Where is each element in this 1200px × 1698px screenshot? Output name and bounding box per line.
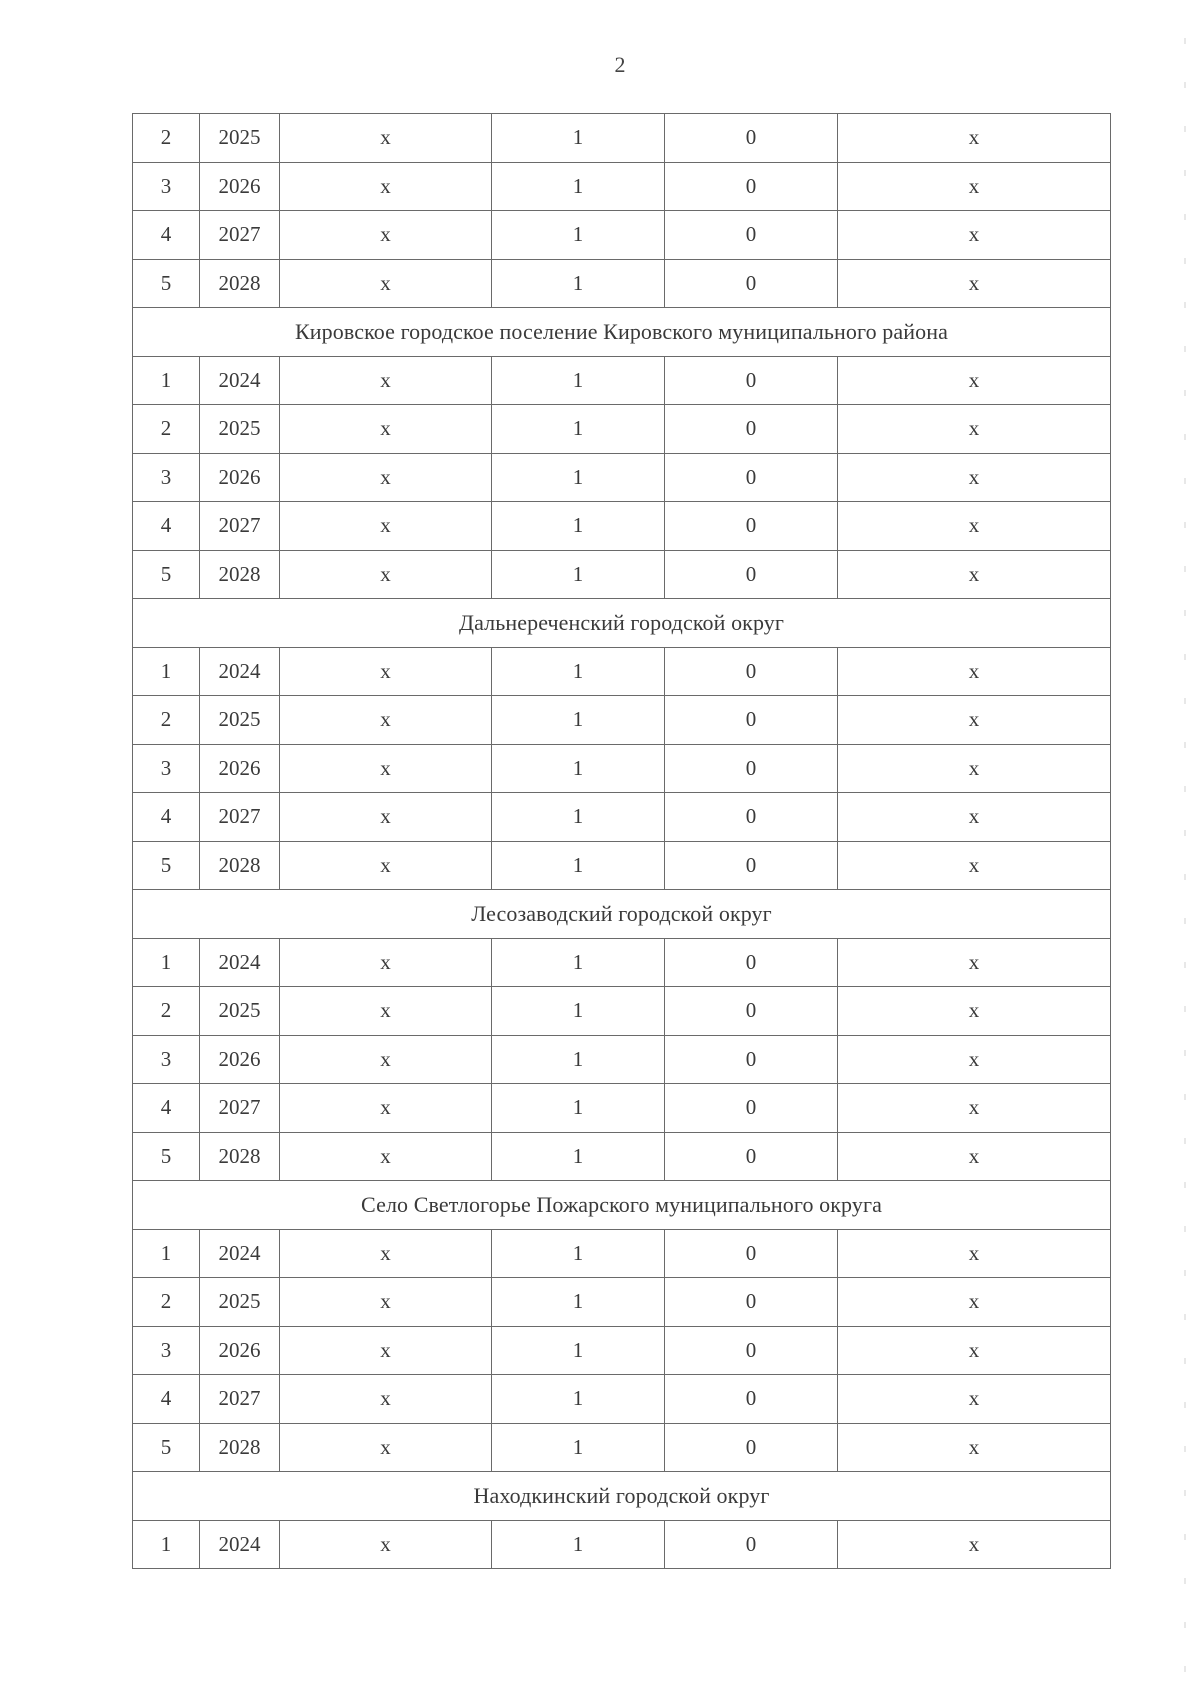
column-4-cell: 1 bbox=[492, 1326, 665, 1375]
year-cell: 2026 bbox=[200, 1326, 280, 1375]
year-cell: 2026 bbox=[200, 162, 280, 211]
column-4-cell: 1 bbox=[492, 502, 665, 551]
column-3-cell: x bbox=[280, 647, 492, 696]
year-cell: 2025 bbox=[200, 405, 280, 454]
year-cell: 2024 bbox=[200, 356, 280, 405]
column-4-cell: 1 bbox=[492, 453, 665, 502]
column-6-cell: x bbox=[838, 647, 1111, 696]
row-number-cell: 5 bbox=[133, 1423, 200, 1472]
column-5-cell: 0 bbox=[665, 1423, 838, 1472]
column-4-cell: 1 bbox=[492, 1035, 665, 1084]
year-cell: 2027 bbox=[200, 1084, 280, 1133]
column-5-cell: 0 bbox=[665, 114, 838, 163]
year-cell: 2024 bbox=[200, 1520, 280, 1569]
row-number-cell: 2 bbox=[133, 405, 200, 454]
table-row bbox=[133, 162, 1111, 211]
column-4-cell: 1 bbox=[492, 1084, 665, 1133]
column-6-cell: x bbox=[838, 453, 1111, 502]
column-3-cell: x bbox=[280, 696, 492, 745]
year-cell: 2028 bbox=[200, 550, 280, 599]
section-header-row bbox=[133, 308, 1111, 357]
column-6-cell: x bbox=[838, 1084, 1111, 1133]
table-row bbox=[133, 1084, 1111, 1133]
column-5-cell: 0 bbox=[665, 405, 838, 454]
column-4-cell: 1 bbox=[492, 114, 665, 163]
year-cell: 2026 bbox=[200, 453, 280, 502]
column-6-cell: x bbox=[838, 793, 1111, 842]
table-row bbox=[133, 793, 1111, 842]
row-number-cell: 3 bbox=[133, 162, 200, 211]
row-number-cell: 1 bbox=[133, 1520, 200, 1569]
year-cell: 2028 bbox=[200, 841, 280, 890]
table-row bbox=[133, 1423, 1111, 1472]
column-6-cell: x bbox=[838, 1229, 1111, 1278]
column-3-cell: x bbox=[280, 938, 492, 987]
column-6-cell: x bbox=[838, 938, 1111, 987]
year-cell: 2027 bbox=[200, 502, 280, 551]
column-4-cell: 1 bbox=[492, 793, 665, 842]
column-4-cell: 1 bbox=[492, 1375, 665, 1424]
year-cell: 2027 bbox=[200, 793, 280, 842]
row-number-cell: 3 bbox=[133, 1035, 200, 1084]
column-6-cell: x bbox=[838, 211, 1111, 260]
year-cell: 2025 bbox=[200, 1278, 280, 1327]
column-3-cell: x bbox=[280, 1229, 492, 1278]
column-5-cell: 0 bbox=[665, 502, 838, 551]
column-3-cell: x bbox=[280, 502, 492, 551]
column-4-cell: 1 bbox=[492, 696, 665, 745]
column-4-cell: 1 bbox=[492, 211, 665, 260]
column-5-cell: 0 bbox=[665, 1278, 838, 1327]
year-cell: 2028 bbox=[200, 259, 280, 308]
page-number: 2 bbox=[614, 52, 626, 77]
column-3-cell: x bbox=[280, 1084, 492, 1133]
table-row bbox=[133, 1035, 1111, 1084]
year-cell: 2025 bbox=[200, 696, 280, 745]
table-row bbox=[133, 550, 1111, 599]
column-5-cell: 0 bbox=[665, 1229, 838, 1278]
column-3-cell: x bbox=[280, 162, 492, 211]
column-5-cell: 0 bbox=[665, 793, 838, 842]
section-title: Село Светлогорье Пожарского муниципального округа bbox=[133, 1181, 1111, 1230]
column-3-cell: x bbox=[280, 356, 492, 405]
table-row bbox=[133, 1326, 1111, 1375]
year-cell: 2027 bbox=[200, 211, 280, 260]
column-5-cell: 0 bbox=[665, 356, 838, 405]
column-5-cell: 0 bbox=[665, 1375, 838, 1424]
table-row bbox=[133, 211, 1111, 260]
year-cell: 2028 bbox=[200, 1132, 280, 1181]
column-3-cell: x bbox=[280, 114, 492, 163]
row-number-cell: 3 bbox=[133, 453, 200, 502]
row-number-cell: 1 bbox=[133, 938, 200, 987]
data-table bbox=[132, 113, 1111, 1569]
table-row bbox=[133, 405, 1111, 454]
scan-edge-marks bbox=[1184, 0, 1186, 1698]
year-cell: 2024 bbox=[200, 938, 280, 987]
table-row bbox=[133, 744, 1111, 793]
row-number-cell: 3 bbox=[133, 744, 200, 793]
column-6-cell: x bbox=[838, 114, 1111, 163]
column-4-cell: 1 bbox=[492, 647, 665, 696]
table-row bbox=[133, 502, 1111, 551]
row-number-cell: 2 bbox=[133, 696, 200, 745]
column-3-cell: x bbox=[280, 1278, 492, 1327]
row-number-cell: 2 bbox=[133, 114, 200, 163]
column-6-cell: x bbox=[838, 550, 1111, 599]
column-5-cell: 0 bbox=[665, 1132, 838, 1181]
table-row bbox=[133, 1229, 1111, 1278]
column-5-cell: 0 bbox=[665, 211, 838, 260]
column-6-cell: x bbox=[838, 987, 1111, 1036]
column-6-cell: x bbox=[838, 405, 1111, 454]
column-4-cell: 1 bbox=[492, 1132, 665, 1181]
year-cell: 2024 bbox=[200, 1229, 280, 1278]
section-title: Находкинский городской округ bbox=[133, 1472, 1111, 1521]
column-3-cell: x bbox=[280, 405, 492, 454]
table-row bbox=[133, 453, 1111, 502]
column-5-cell: 0 bbox=[665, 550, 838, 599]
column-4-cell: 1 bbox=[492, 987, 665, 1036]
section-header-row bbox=[133, 1181, 1111, 1230]
column-5-cell: 0 bbox=[665, 696, 838, 745]
row-number-cell: 1 bbox=[133, 1229, 200, 1278]
column-6-cell: x bbox=[838, 1423, 1111, 1472]
row-number-cell: 4 bbox=[133, 502, 200, 551]
column-5-cell: 0 bbox=[665, 987, 838, 1036]
section-title: Кировское городское поселение Кировского муниципального района bbox=[133, 308, 1111, 357]
table-row bbox=[133, 841, 1111, 890]
column-3-cell: x bbox=[280, 987, 492, 1036]
column-3-cell: x bbox=[280, 1375, 492, 1424]
column-3-cell: x bbox=[280, 793, 492, 842]
column-5-cell: 0 bbox=[665, 453, 838, 502]
table-row bbox=[133, 356, 1111, 405]
column-5-cell: 0 bbox=[665, 1035, 838, 1084]
column-4-cell: 1 bbox=[492, 405, 665, 454]
row-number-cell: 3 bbox=[133, 1326, 200, 1375]
column-6-cell: x bbox=[838, 1520, 1111, 1569]
row-number-cell: 5 bbox=[133, 259, 200, 308]
column-4-cell: 1 bbox=[492, 550, 665, 599]
table-row bbox=[133, 1375, 1111, 1424]
section-title: Лесозаводский городской округ bbox=[133, 890, 1111, 939]
column-6-cell: x bbox=[838, 1326, 1111, 1375]
column-5-cell: 0 bbox=[665, 1084, 838, 1133]
column-6-cell: x bbox=[838, 259, 1111, 308]
column-3-cell: x bbox=[280, 1520, 492, 1569]
column-4-cell: 1 bbox=[492, 162, 665, 211]
column-5-cell: 0 bbox=[665, 1326, 838, 1375]
row-number-cell: 5 bbox=[133, 550, 200, 599]
column-4-cell: 1 bbox=[492, 259, 665, 308]
row-number-cell: 4 bbox=[133, 211, 200, 260]
column-6-cell: x bbox=[838, 356, 1111, 405]
column-6-cell: x bbox=[838, 744, 1111, 793]
table-row bbox=[133, 1520, 1111, 1569]
column-3-cell: x bbox=[280, 1423, 492, 1472]
column-5-cell: 0 bbox=[665, 162, 838, 211]
table-row bbox=[133, 696, 1111, 745]
column-6-cell: x bbox=[838, 162, 1111, 211]
year-cell: 2025 bbox=[200, 987, 280, 1036]
table-row bbox=[133, 647, 1111, 696]
year-cell: 2025 bbox=[200, 114, 280, 163]
column-5-cell: 0 bbox=[665, 1520, 838, 1569]
column-3-cell: x bbox=[280, 1132, 492, 1181]
section-header-row bbox=[133, 599, 1111, 648]
table-row bbox=[133, 114, 1111, 163]
year-cell: 2028 bbox=[200, 1423, 280, 1472]
column-3-cell: x bbox=[280, 841, 492, 890]
section-header-row bbox=[133, 890, 1111, 939]
year-cell: 2027 bbox=[200, 1375, 280, 1424]
column-4-cell: 1 bbox=[492, 356, 665, 405]
column-6-cell: x bbox=[838, 841, 1111, 890]
row-number-cell: 4 bbox=[133, 1084, 200, 1133]
column-3-cell: x bbox=[280, 453, 492, 502]
column-3-cell: x bbox=[280, 211, 492, 260]
row-number-cell: 4 bbox=[133, 793, 200, 842]
column-4-cell: 1 bbox=[492, 1278, 665, 1327]
table-row bbox=[133, 259, 1111, 308]
column-3-cell: x bbox=[280, 550, 492, 599]
year-cell: 2026 bbox=[200, 744, 280, 793]
row-number-cell: 5 bbox=[133, 841, 200, 890]
column-6-cell: x bbox=[838, 1375, 1111, 1424]
section-header-row bbox=[133, 1472, 1111, 1521]
year-cell: 2026 bbox=[200, 1035, 280, 1084]
column-3-cell: x bbox=[280, 259, 492, 308]
row-number-cell: 2 bbox=[133, 1278, 200, 1327]
column-5-cell: 0 bbox=[665, 841, 838, 890]
column-4-cell: 1 bbox=[492, 1423, 665, 1472]
column-5-cell: 0 bbox=[665, 259, 838, 308]
table-row bbox=[133, 1278, 1111, 1327]
table-row bbox=[133, 1132, 1111, 1181]
column-6-cell: x bbox=[838, 1132, 1111, 1181]
column-3-cell: x bbox=[280, 1035, 492, 1084]
row-number-cell: 1 bbox=[133, 356, 200, 405]
column-6-cell: x bbox=[838, 696, 1111, 745]
row-number-cell: 2 bbox=[133, 987, 200, 1036]
column-4-cell: 1 bbox=[492, 744, 665, 793]
row-number-cell: 5 bbox=[133, 1132, 200, 1181]
column-4-cell: 1 bbox=[492, 1520, 665, 1569]
column-4-cell: 1 bbox=[492, 938, 665, 987]
column-4-cell: 1 bbox=[492, 1229, 665, 1278]
column-5-cell: 0 bbox=[665, 938, 838, 987]
column-3-cell: x bbox=[280, 744, 492, 793]
table-body bbox=[133, 114, 1111, 1569]
row-number-cell: 1 bbox=[133, 647, 200, 696]
section-title: Дальнереченский городской округ bbox=[133, 599, 1111, 648]
year-cell: 2024 bbox=[200, 647, 280, 696]
table-row bbox=[133, 938, 1111, 987]
column-6-cell: x bbox=[838, 1035, 1111, 1084]
table-row bbox=[133, 987, 1111, 1036]
row-number-cell: 4 bbox=[133, 1375, 200, 1424]
column-3-cell: x bbox=[280, 1326, 492, 1375]
column-4-cell: 1 bbox=[492, 841, 665, 890]
column-5-cell: 0 bbox=[665, 744, 838, 793]
column-6-cell: x bbox=[838, 1278, 1111, 1327]
column-6-cell: x bbox=[838, 502, 1111, 551]
column-5-cell: 0 bbox=[665, 647, 838, 696]
